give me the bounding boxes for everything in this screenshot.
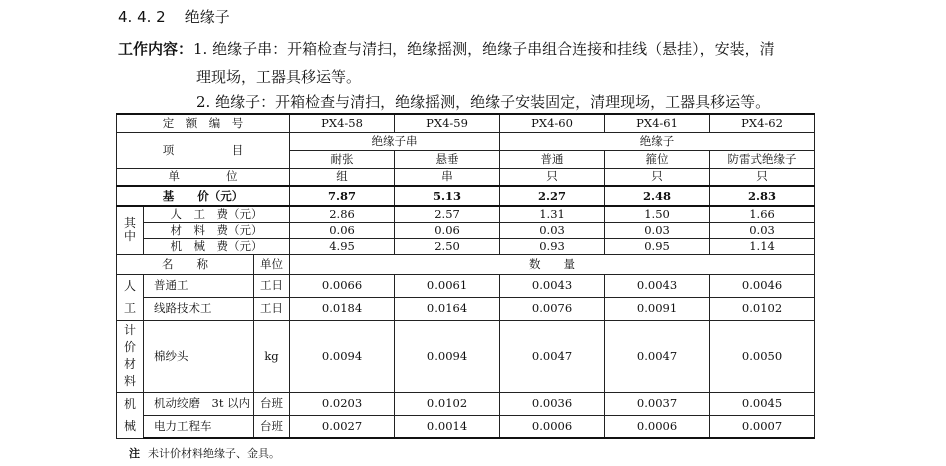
resource-name: 线路技术工	[144, 297, 254, 320]
cost-label: 机 械 费（元）	[144, 238, 290, 254]
subtype-cell: 耐张	[290, 150, 395, 168]
work-content-line-1: 工作内容：1. 绝缘子串：开箱检查与清扫，绝缘摇测，绝缘子串组合连接和挂线（悬挂），安装，清	[118, 40, 775, 58]
section-title: 绝缘子	[184, 8, 230, 26]
base-price-label: 基 价（元）	[117, 186, 290, 206]
resource-row	[117, 392, 815, 415]
cost-cell: 1.50	[605, 206, 710, 222]
subtype-cell: 防雷式绝缘子	[710, 150, 815, 168]
resource-row	[117, 320, 815, 392]
resource-name: 普通工	[144, 274, 254, 297]
qty-cell: 0.0094	[290, 320, 395, 392]
qty-cell: 0.0076	[500, 297, 605, 320]
cost-cell: 1.31	[500, 206, 605, 222]
qty-cell: 0.0102	[395, 392, 500, 415]
qty-cell: 0.0203	[290, 392, 395, 415]
cost-label: 材 料 费（元）	[144, 222, 290, 238]
qty-cell: 0.0027	[290, 415, 395, 438]
qty-cell: 0.0047	[500, 320, 605, 392]
cost-cell: 4.95	[290, 238, 395, 254]
code-cell: PX4-60	[500, 114, 605, 132]
unit-cell: 组	[290, 168, 395, 186]
qty-cell: 0.0047	[605, 320, 710, 392]
quota-code-row	[117, 114, 815, 132]
qty-cell: 0.0164	[395, 297, 500, 320]
work-content-label: 工作内容：	[118, 40, 194, 58]
subtype-cell: 箍位	[605, 150, 710, 168]
note-text: 未计价材料绝缘子、金具。	[148, 447, 280, 460]
resource-unit: 台班	[254, 392, 290, 415]
qty-cell: 0.0066	[290, 274, 395, 297]
qty-cell: 0.0043	[500, 274, 605, 297]
cost-cell: 0.93	[500, 238, 605, 254]
cost-row	[117, 206, 815, 222]
group-insulator-string: 绝缘子串	[290, 132, 500, 150]
qty-cell: 0.0102	[710, 297, 815, 320]
resource-unit: 台班	[254, 415, 290, 438]
code-cell: PX4-58	[290, 114, 395, 132]
resource-row	[117, 415, 815, 438]
work-content-line-1b: 理现场，工器具移运等。	[196, 68, 362, 86]
cost-cell: 1.14	[710, 238, 815, 254]
note-label: 注	[129, 447, 140, 460]
cost-cell: 1.66	[710, 206, 815, 222]
code-cell: PX4-59	[395, 114, 500, 132]
unit-cell: 串	[395, 168, 500, 186]
unit-cell: 只	[605, 168, 710, 186]
qty-cell: 0.0006	[500, 415, 605, 438]
code-cell: PX4-61	[605, 114, 710, 132]
group-row	[117, 132, 815, 150]
resource-unit: 工日	[254, 297, 290, 320]
resource-header-row	[117, 254, 815, 274]
resource-unit: kg	[254, 320, 290, 392]
section-number: 4. 4. 2	[118, 8, 166, 26]
resource-name: 电力工程车	[144, 415, 254, 438]
subtype-cell: 悬垂	[395, 150, 500, 168]
qty-cell: 0.0091	[605, 297, 710, 320]
footnote	[129, 445, 280, 461]
cost-cell: 0.03	[500, 222, 605, 238]
unit-row	[117, 168, 815, 186]
qty-cell: 0.0037	[605, 392, 710, 415]
base-price-row	[117, 186, 815, 206]
item-label: 项 目	[117, 132, 290, 168]
quota-label: 定 额 编 号	[117, 114, 290, 132]
qty-cell: 0.0094	[395, 320, 500, 392]
cost-cell: 0.03	[710, 222, 815, 238]
subtype-cell: 普通	[500, 150, 605, 168]
cost-cell: 0.03	[605, 222, 710, 238]
qty-cell: 0.0050	[710, 320, 815, 392]
resource-name: 机动绞磨 3t 以内	[144, 392, 254, 415]
material-category: 计价材料	[117, 320, 144, 392]
resource-name: 棉纱头	[144, 320, 254, 392]
name-col-header: 名 称	[117, 254, 254, 274]
work-content-line-2: 2. 绝缘子：开箱检查与清扫，绝缘摇测，绝缘子安装固定，清理现场，工器具移运等。	[196, 93, 771, 111]
quota-table	[116, 113, 815, 439]
qty-cell: 0.0046	[710, 274, 815, 297]
unit-col-header: 单位	[254, 254, 290, 274]
unit-cell: 只	[500, 168, 605, 186]
cost-cell: 2.50	[395, 238, 500, 254]
base-price-cell: 5.13	[395, 186, 500, 206]
cost-cell: 0.06	[395, 222, 500, 238]
qty-cell: 0.0007	[710, 415, 815, 438]
qty-cell: 0.0043	[605, 274, 710, 297]
cost-row	[117, 238, 815, 254]
machine-category: 机械	[117, 392, 144, 438]
code-cell: PX4-62	[710, 114, 815, 132]
cost-cell: 2.57	[395, 206, 500, 222]
base-price-cell: 2.27	[500, 186, 605, 206]
qty-cell: 0.0045	[710, 392, 815, 415]
qty-header: 数 量	[290, 254, 815, 274]
cost-cell: 0.95	[605, 238, 710, 254]
resource-row	[117, 297, 815, 320]
cost-cell: 0.06	[290, 222, 395, 238]
qty-cell: 0.0184	[290, 297, 395, 320]
qizhong-label: 其中	[117, 206, 144, 254]
cost-label: 人 工 费（元）	[144, 206, 290, 222]
resource-row	[117, 274, 815, 297]
base-price-cell: 2.48	[605, 186, 710, 206]
cost-cell: 2.86	[290, 206, 395, 222]
base-price-cell: 7.87	[290, 186, 395, 206]
unit-cell: 只	[710, 168, 815, 186]
group-insulator: 绝缘子	[500, 132, 815, 150]
qty-cell: 0.0006	[605, 415, 710, 438]
labor-category: 人工	[117, 274, 144, 320]
cost-row	[117, 222, 815, 238]
qty-cell: 0.0036	[500, 392, 605, 415]
base-price-cell: 2.83	[710, 186, 815, 206]
resource-unit: 工日	[254, 274, 290, 297]
section-heading	[118, 6, 230, 27]
qty-cell: 0.0014	[395, 415, 500, 438]
unit-label: 单 位	[117, 168, 290, 186]
qty-cell: 0.0061	[395, 274, 500, 297]
